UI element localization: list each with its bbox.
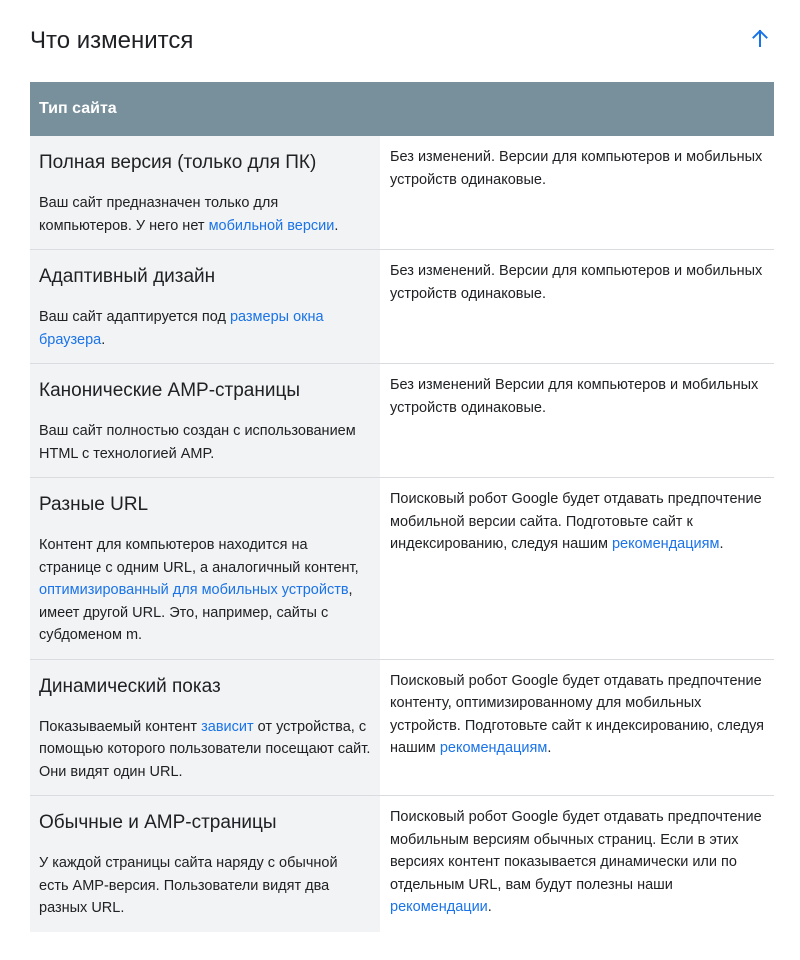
table-header-row	[30, 82, 774, 136]
change-cell	[380, 796, 774, 932]
description-link[interactable]: размеры окна браузера	[39, 309, 324, 348]
site-type-title: Обычные и AMP-страницы	[39, 812, 277, 833]
change-text: Поисковый робот Google будет отдавать предпочтение контенту, оптимизированному для мобильных устройств. Подготовьте сайт к индексированию, следуя нашим	[390, 672, 765, 756]
change-text: Без изменений Версии для компьютеров и мобильных устройств одинаковые.	[390, 377, 759, 416]
description-text-tail: от устройства, с помощью которого пользователи посещают сайт. Они видят один URL.	[39, 718, 371, 780]
table-row	[30, 250, 774, 364]
change-cell	[380, 364, 774, 478]
site-type-cell	[30, 659, 380, 796]
description-link[interactable]: мобильной версии	[208, 217, 335, 234]
site-type-description	[39, 306, 371, 351]
description-text: Показываемый контент	[39, 718, 202, 735]
change-cell	[380, 659, 774, 796]
description-text-tail: .	[334, 217, 339, 234]
description-link[interactable]: оптимизированный для мобильных устройств	[39, 582, 349, 598]
change-text-tail: .	[547, 740, 552, 756]
arrow-up-icon[interactable]	[748, 26, 772, 50]
change-text: Без изменений. Версии для компьютеров и мобильных устройств одинаковые.	[390, 263, 763, 302]
change-text: Без изменений. Версии для компьютеров и мобильных устройств одинаковые.	[390, 149, 763, 188]
change-text: Поисковый робот Google будет отдавать предпочтение мобильной версии сайта. Подготовьте сайт к индексированию, следуя нашим	[390, 491, 762, 552]
site-type-description	[39, 716, 371, 784]
site-type-description	[39, 192, 371, 237]
description-link[interactable]: зависит	[201, 718, 254, 735]
table-body	[30, 136, 774, 932]
site-type-cell	[30, 478, 380, 660]
site-type-description	[39, 420, 371, 465]
change-text: Поисковый робот Google будет отдавать предпочтение мобильным версиям обычных страниц. Если в этих версиях контент показывается динамически или по отдельным URL, вам будут полезны наши	[390, 809, 762, 893]
change-cell	[380, 478, 774, 660]
site-type-cell	[30, 364, 380, 478]
recommendations-link[interactable]: рекомендациям	[611, 536, 720, 552]
description-text: Ваш сайт полностью создан с использованием HTML с технологией AMP.	[39, 423, 356, 462]
description-text: У каждой страницы сайта наряду с обычной есть AMP-версия. Пользователи видят два разных URL.	[39, 855, 338, 916]
recommendations-link[interactable]: рекомендации	[390, 899, 488, 915]
site-type-cell	[30, 136, 380, 250]
site-type-title: Канонические AMP-страницы	[39, 380, 301, 401]
table-row	[30, 136, 774, 250]
site-type-cell	[30, 250, 380, 364]
description-text: Ваш сайт предназначен только для компьютеров. У него нет	[39, 195, 279, 234]
section-title: Что изменится	[30, 27, 194, 54]
table-row	[30, 364, 774, 478]
change-text-tail: .	[719, 536, 724, 552]
table-row	[30, 659, 774, 796]
site-types-table	[30, 82, 774, 932]
description-text-tail: .	[101, 331, 106, 348]
change-text-tail: .	[487, 899, 492, 915]
recommendations-link[interactable]: рекомендациям	[439, 740, 548, 756]
column-header-site-type: Тип сайта	[39, 100, 117, 117]
table-row	[30, 796, 774, 932]
section-header	[30, 22, 772, 62]
site-type-title: Динамический показ	[39, 675, 221, 697]
site-type-title: Полная версия (только для ПК)	[39, 152, 317, 173]
change-cell	[380, 250, 774, 364]
table-row	[30, 478, 774, 660]
description-text: Ваш сайт адаптируется под	[39, 309, 230, 325]
description-text-tail: , имеет другой URL. Это, например, сайты с субдоменом m.	[39, 582, 353, 643]
site-type-description	[39, 534, 371, 647]
site-type-title: Адаптивный дизайн	[39, 266, 216, 287]
site-type-description	[39, 852, 371, 920]
site-type-title: Разные URL	[39, 494, 149, 515]
change-cell	[380, 136, 774, 250]
description-text: Контент для компьютеров находится на странице с одним URL, а аналогичный контент,	[39, 537, 359, 576]
site-type-cell	[30, 796, 380, 932]
